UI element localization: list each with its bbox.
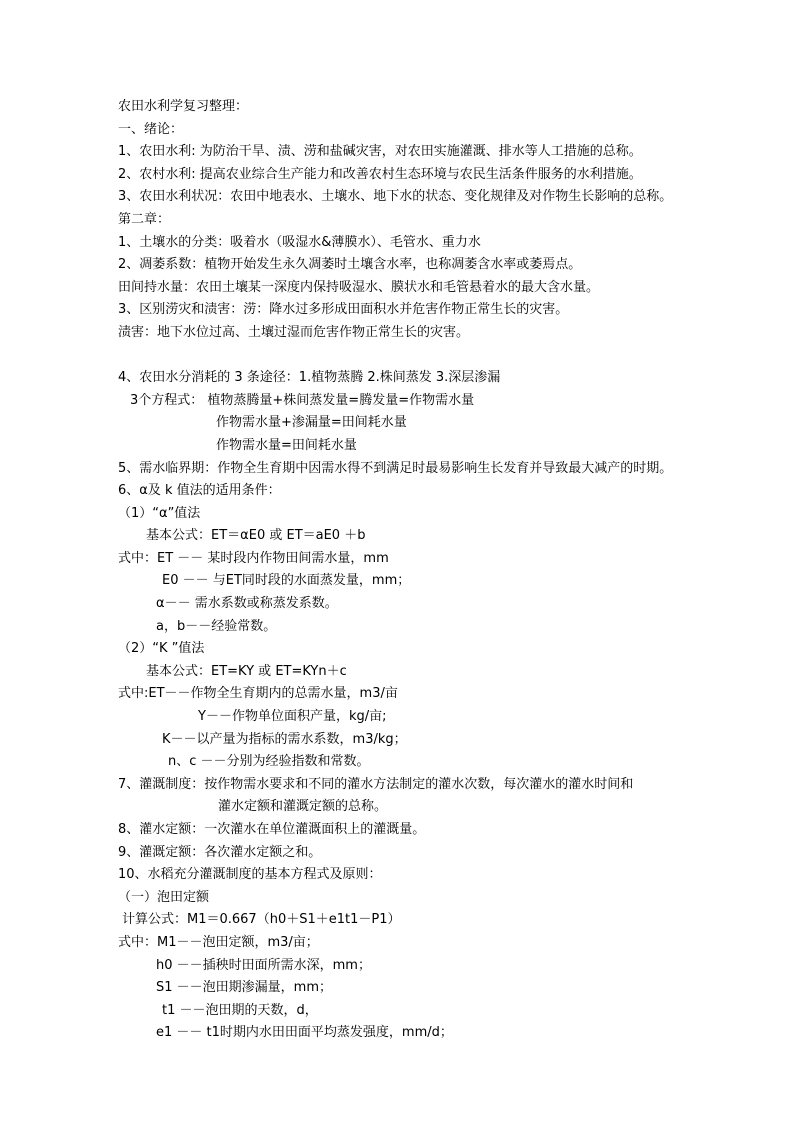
variable-line: 式中：M1－－泡田定额，m3/亩；	[118, 934, 319, 950]
text-line: 10、水稻充分灌溉制度的基本方程式及原则：	[118, 867, 382, 883]
variable-line: h0 －－插秧时田面所需水深，mm；	[156, 957, 371, 973]
document-title: 农田水利学复习整理：	[118, 99, 249, 114]
text-line: 5、需水临界期：作物全生育期中因需水得不到满足时最易影响生长发育并导致最大减产的时期。	[118, 460, 673, 476]
text-line: 4、农田水分消耗的 3 条途径：1.植物蒸腾 2.株间蒸发 3.深层渗漏	[118, 370, 501, 386]
variable-line: S1 －－泡田期渗漏量，mm；	[156, 980, 332, 996]
section-heading-intro: 一、绪论：	[118, 121, 184, 137]
variable-line: e1 －－ t1时期内水田田面平均蒸发强度，mm/d；	[156, 1025, 453, 1041]
equation-line: 3个方程式： 植物蒸腾量+株间蒸发量=腾发量=作物需水量	[130, 392, 475, 408]
variable-line: 式中:ET－－作物全生育期内的总需水量，m3/亩	[118, 686, 398, 702]
text-line: 渍害：地下水位过高、土壤过湿而危害作物正常生长的灾害。	[118, 324, 470, 340]
text-line: 8、灌水定额：一次灌水在单位灌溉面积上的灌溉量。	[118, 822, 426, 837]
text-line: 1、农田水利: 为防治干旱、渍、涝和盐碱灾害，对农田实施灌溉、排水等人工措施的总称。	[118, 144, 642, 160]
formula-line: 计算公式：M1＝0.667（h0＋S1＋e1t1－P1）	[122, 912, 401, 928]
formula-line: 基本公式：ET=KY 或 ET=KYn＋c	[146, 663, 347, 679]
variable-line: t1 －－泡田期的天数，d，	[162, 1002, 318, 1018]
text-line: 9、灌溉定额：各次灌水定额之和。	[118, 844, 322, 860]
subsection-heading: （一）泡田定额	[118, 889, 210, 905]
text-line: 6、α及 k 值法的适用条件：	[118, 483, 281, 499]
text-line: 2、凋萎系数：植物开始发生永久凋萎时土壤含水率，也称凋萎含水率或萎焉点。	[118, 257, 582, 273]
blank-line	[118, 345, 688, 368]
variable-line: n、c －－分别为经验指数和常数。	[168, 754, 370, 770]
text-line: 灌水定额和灌溉定额的总称。	[218, 799, 388, 815]
text-line: 田间持水量：农田土壤某一深度内保持吸湿水、膜状水和毛管悬着水的最大含水量。	[118, 279, 600, 295]
variable-line: E0 －－ 与ET同时段的水面蒸发量，mm；	[162, 573, 411, 589]
section-heading-chapter2: 第二章：	[118, 211, 171, 227]
subsection-heading: （2）“K ”值法	[118, 641, 205, 657]
text-line: 3、农田水利状况：农田中地表水、土壤水、地下水的状态、变化规律及对作物生长影响的总称。	[118, 189, 673, 205]
variable-line: K－－以产量为指标的需水系数，m3/kg；	[162, 731, 407, 747]
document-body	[118, 96, 688, 1045]
equation-line: 作物需水量+渗漏量=田间耗水量	[216, 415, 407, 431]
equation-line: 作物需水量=田间耗水量	[216, 437, 357, 453]
variable-line: α－－ 需水系数或称蒸发系数。	[156, 596, 338, 612]
formula-line: 基本公式：ET＝αE0 或 ET＝aE0 ＋b	[146, 528, 366, 544]
text-line: 2、农村水利: 提高农业综合生产能力和改善农村生态环境与农民生活条件服务的水利措施。	[118, 166, 642, 182]
variable-line: Y－－作物单位面积产量，kg/亩;	[198, 709, 387, 725]
variable-line: 式中：ET －－ 某时段内作物田间需水量，mm	[118, 550, 389, 566]
variable-line: a，b－－经验常数。	[156, 618, 277, 634]
subsection-heading: （1）“α”值法	[118, 505, 201, 521]
text-line: 3、区别涝灾和渍害：涝：降水过多形成田面积水并危害作物正常生长的灾害。	[118, 302, 569, 318]
text-line: 1、土壤水的分类：吸着水（吸湿水&薄膜水）、毛管水、重力水	[118, 234, 481, 250]
text-line: 7、灌溉制度：按作物需水要求和不同的灌水方法制定的灌水次数，每次灌水的灌水时间和	[118, 776, 634, 792]
